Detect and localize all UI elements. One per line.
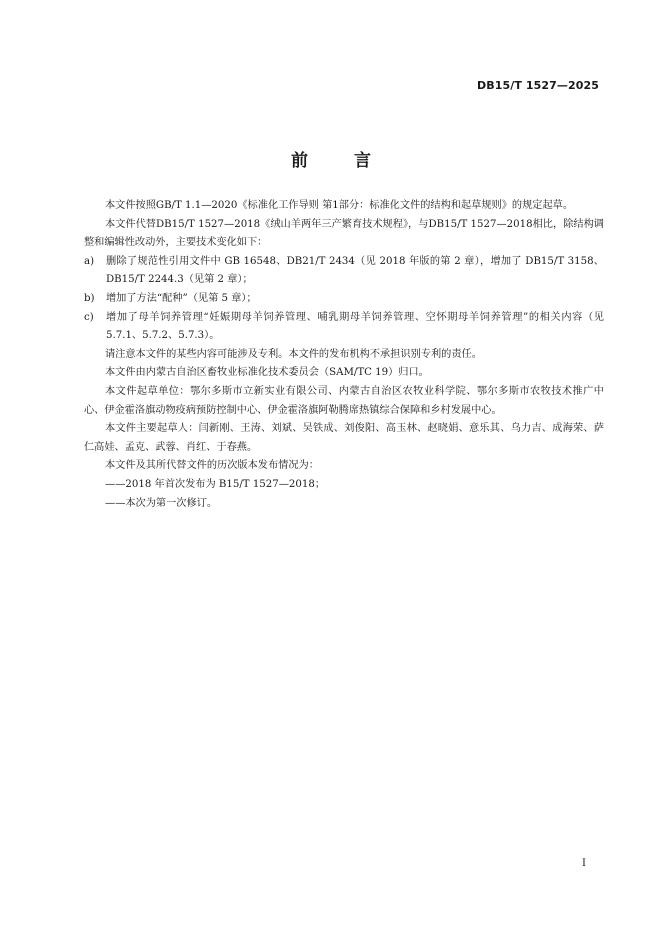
page-title: 前 言 bbox=[291, 151, 391, 171]
change-item-marker: b) bbox=[84, 292, 95, 304]
page-number: I bbox=[582, 858, 586, 869]
history-item: ——2018 年首次发布为 B15/T 1527—2018； bbox=[105, 478, 326, 490]
change-item-b bbox=[84, 290, 604, 309]
change-item-marker: c) bbox=[84, 311, 94, 323]
paragraph-committee: 本文件由内蒙古自治区畜牧业标准化技术委员会（SAM/TC 19）归口。 bbox=[105, 367, 429, 379]
paragraph-drafting-rules: 本文件按照GB/T 1.1—2020《标准化工作导则 第1部分：标准化文件的结构和起草规则》的规定起草。 bbox=[105, 200, 574, 211]
change-item-marker: a) bbox=[84, 255, 95, 267]
history-item: ——本次为第一次修订。 bbox=[105, 497, 218, 509]
change-item-a bbox=[84, 253, 604, 290]
paragraph-drafters: 本文件主要起草人：闫新刚、王涛、刘斌、吴铁成、刘俊阳、高玉林、赵晓娟、意乐其、乌力吉、成海荣、萨仁高娃、孟克、武蓉、肖红、于春燕。 bbox=[84, 423, 604, 453]
standard-code: DB15/T 1527—2025 bbox=[476, 79, 599, 92]
paragraph-history-intro: 本文件及其所代替文件的历次版本发布情况为： bbox=[105, 460, 319, 472]
paragraph-drafting-units: 本文件起草单位：鄂尔多斯市立新实业有限公司、内蒙古自治区农牧业科学院、鄂尔多斯市农牧技术推广中心、伊金霍洛旗动物疫病预防控制中心、伊金霍洛旗阿勒腾席热镇综合保障和乡村发展中心。 bbox=[84, 385, 604, 416]
change-item-text: 增加了方法“配种”（见第 5 章）； bbox=[106, 292, 257, 304]
paragraph-patent-notice: 请注意本文件的某些内容可能涉及专利。本文件的发布机构不承担识别专利的责任。 bbox=[105, 348, 482, 360]
change-item-text: 删除了规范性引用文件中 GB 16548、DB21/T 2434（见 2018 年版的第 2 章），增加了 DB15/T 3158、DB15/T 2244.3（见第 2 章）； bbox=[106, 255, 604, 286]
change-item-text: 增加了母羊饲养管理“妊娠期母羊饲养管理、哺乳期母羊饲养管理、空怀期母羊饲养管理”的相关内容（见 5.7.1、5.7.2、5.7.3）。 bbox=[106, 311, 604, 342]
paragraph-replacement: 本文件代替DB15/T 1527—2018《绒山羊两年三产繁育技术规程》，与DB15/T 1527—2018相比，除结构调整和编辑性改动外，主要技术变化如下： bbox=[84, 218, 604, 249]
change-item-c bbox=[84, 309, 604, 346]
foreword-body bbox=[84, 197, 604, 513]
